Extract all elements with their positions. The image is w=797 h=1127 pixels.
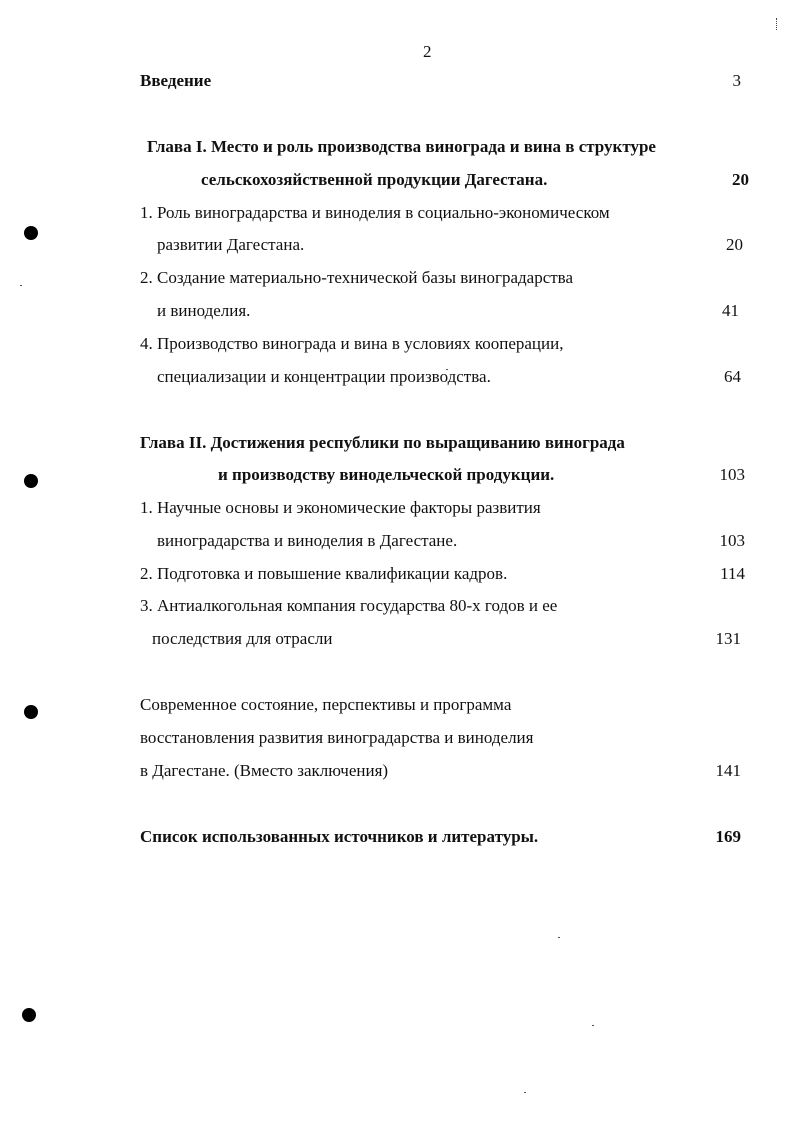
chapter1-section3-line2: специализации и концентрации производства.	[157, 367, 491, 386]
binder-hole-3	[24, 705, 38, 719]
bibliography-page: 169	[715, 827, 741, 846]
chapter2-section2-line1: 2. Подготовка и повышение квалификации кадров.	[140, 564, 508, 583]
chapter2-section1-line2: виноградарства и виноделия в Дагестане.	[157, 531, 458, 550]
chapter1-section3-line1: 4. Производство винограда и вина в условиях кооперации,	[140, 334, 564, 353]
toc-intro-page: 3	[732, 71, 741, 90]
conclusion-line2: восстановления развития виноградарства и виноделия	[140, 728, 534, 747]
chapter1-page: 20	[732, 170, 749, 189]
chapter1-section2-line1: 2. Создание материально-технической базы виноградарства	[140, 268, 574, 287]
chapter1-section2-page: 41	[722, 301, 739, 320]
binder-hole-2	[24, 474, 38, 488]
scan-speck	[592, 1025, 594, 1026]
scan-speck	[558, 937, 560, 938]
toc-intro-title: Введение	[140, 71, 212, 90]
chapter2-section3-line1: 3. Антиалкогольная компания государства 80-х годов и ее	[140, 596, 558, 615]
page-number: 2	[423, 42, 432, 61]
chapter1-section1-line1: 1. Роль виноградарства и виноделия в социально-экономическом	[140, 203, 610, 222]
chapter2-section1-line1: 1. Научные основы и экономические факторы развития	[140, 498, 541, 517]
chapter2-title-line2: и производству винодельческой продукции.	[218, 465, 555, 484]
conclusion-line1: Современное состояние, перспективы и программа	[140, 695, 512, 714]
chapter1-section3-page: 64	[724, 367, 741, 386]
chapter2-section2-page: 114	[720, 564, 745, 583]
chapter2-page: 103	[719, 465, 745, 484]
chapter1-section1-line2: развитии Дагестана.	[157, 235, 305, 254]
scan-speck	[20, 285, 22, 286]
chapter2-title-line1: Глава II. Достижения республики по выращиванию винограда	[140, 433, 625, 452]
binder-hole-4	[22, 1008, 36, 1022]
scan-edge-mark	[766, 18, 777, 30]
bibliography-title: Список использованных источников и литературы.	[140, 827, 539, 846]
scan-speck	[524, 1092, 526, 1093]
chapter1-title-line1: Глава I. Место и роль производства винограда и вина в структуре	[147, 137, 656, 156]
chapter2-section3-page: 131	[715, 629, 741, 648]
chapter1-section2-line2: и виноделия.	[157, 301, 251, 320]
conclusion-line3: в Дагестане. (Вместо заключения)	[140, 761, 389, 780]
chapter2-section1-page: 103	[719, 531, 745, 550]
binder-hole-1	[24, 226, 38, 240]
chapter1-title-line2: сельскохозяйственной продукции Дагестана.	[201, 170, 548, 189]
chapter2-section3-line2: последствия для отрасли	[152, 629, 333, 648]
chapter1-section1-page: 20	[726, 235, 743, 254]
conclusion-page: 141	[715, 761, 741, 780]
